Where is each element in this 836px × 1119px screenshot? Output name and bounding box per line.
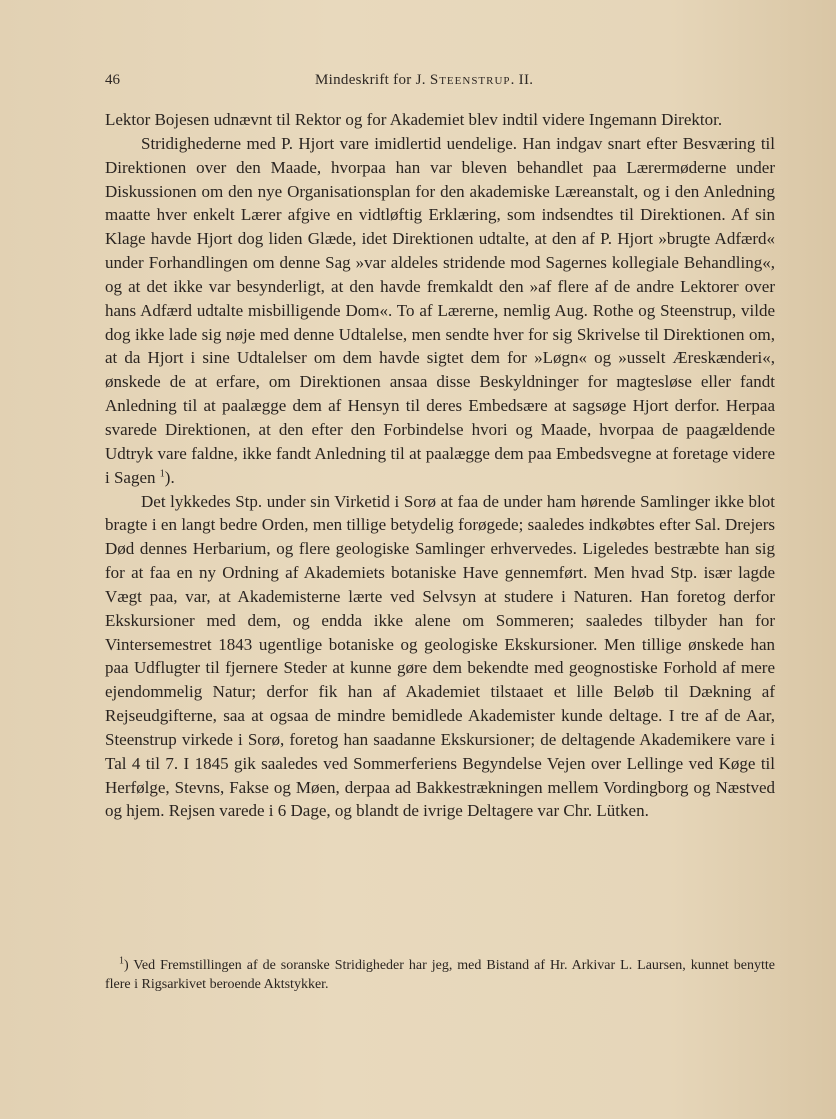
body-text [105, 108, 775, 823]
footnote-reference: 1 [159, 468, 165, 479]
footnote-marker: 1 [119, 955, 124, 967]
paragraph-1-text: Lektor Bojesen udnævnt til Rektor og for Akademiet blev indtil videre Ingemann Direktor. [105, 110, 723, 129]
footnote-text: ) Ved Fremstillingen af de soranske Stridigheder har jeg, med Bistand af Hr. Arkivar L. Laursen, kunnet benytte flere i Rigsarkivet beroende Aktstykker. [105, 958, 775, 992]
paragraph-1 [105, 108, 775, 132]
running-title-name: Steenstrup [429, 72, 511, 88]
paragraph-2-text: Stridighederne med P. Hjort vare imidlertid uendelige. Han indgav snart efter Besværing til Direktionen over den Maade, hvorpaa han var bleven behandlet paa Lærermøderne under Diskussionen om den nye Organisationsplan for den akademiske Læreanstalt, og i den Anledning maatte hver enkelt Lærer afgive en vidtløftig Erklæring, som indsendtes til Direktionen. Af sin Klage havde Hjort dog liden Glæde, idet Direktionen udtalte, at den af P. Hjort »brugte Adfærd« under Forhandlingen om denne Sag »var aldeles stridende mod Sagernes kollegiale Behandling«, og at det ikke var besynderligt, at den havde fremkaldt den »af flere af de andre Lektorer over hans Adfærd udtalte misbilligende Dom«. To af Lærerne, nemlig Aug. Rothe og Steenstrup, vilde dog ikke lade sig nøje med denne Udtalelse, men sendte hver for sig Skrivelse til Direktionen om, at da Hjort i sine Udtalelser om dem havde sigtet dem for »Løgn« og »usselt Æreskænderi«, ønskede de at erfare, om Direktionen ansaa disse Beskyldninger for magtesløse eller fandt Anledning til at paalægge dem af Hensyn til deres Embedsære at sagsøge Hjort derfor. Herpaa svarede Direktionen, at den efter den Forbindelse hvori og Maade, hvorpaa de paagældende Udtryk vare faldne, ikke fandt Anledning til at paalægge dem paa Embedsvegne at foretage videre i Sagen [105, 133, 775, 487]
page-number: 46 [105, 72, 120, 88]
running-title-prefix: Mindeskrift for J. [315, 72, 426, 88]
paragraph-2-text-end: ). [164, 467, 175, 487]
paragraph-3 [105, 490, 775, 824]
paragraph-2 [105, 132, 775, 490]
paragraph-3-text: Det lykkedes Stp. under sin Virketid i Sorø at faa de under ham hørende Samlinger ikke blot bragte i en langt bedre Orden, men tillige betydelig forøgede; saaledes indkøbtes efter Sal. Drejers Død dennes Herbarium, og flere geologiske Samlinger erhvervedes. Ligeledes bestræbte han sig for at faa en ny Ordning af Akademiets botaniske Have gennemført. Men hvad Stp. især lagde Vægt paa, var, at Akademisterne lærte ved Selvsyn at studere i Naturen. Han foretog derfor Ekskursioner med dem, og endda ikke alene om Sommeren; saaledes tilbyder han for Vintersemestret 1843 ugentlige botaniske og geologiske Ekskursioner. Men tillige ønskede han paa Udflugter til fjernere Steder at kunne gøre dem bekendte med geognostiske Forhold af mere ejendommelig Natur; derfor fik han af Akademiet tilstaaet et lille Beløb til Dækning af Rejseudgifterne, saa at ogsaa de mindre bemidlede Akademister kunde deltage. I tre af de Aar, Steenstrup virkede i Sorø, foretog han saadanne Ekskursioner; de deltagende Akademikere vare i Tal 4 til 7. I 1845 gik saaledes ved Sommerferiens Begyndelse Vejen over Lellinge ved Køge til Herfølge, Stevns, Fakse og Møen, derpaa ad Bakkestrækningen mellem Vordingborg og Næstved og hjem. Rejsen varede i 6 Dage, og blandt de ivrige Deltagere var Chr. Lütken. [105, 491, 775, 821]
running-header [105, 72, 778, 96]
running-title [315, 72, 533, 89]
footnote [105, 956, 775, 994]
running-title-suffix: . II. [510, 72, 534, 88]
